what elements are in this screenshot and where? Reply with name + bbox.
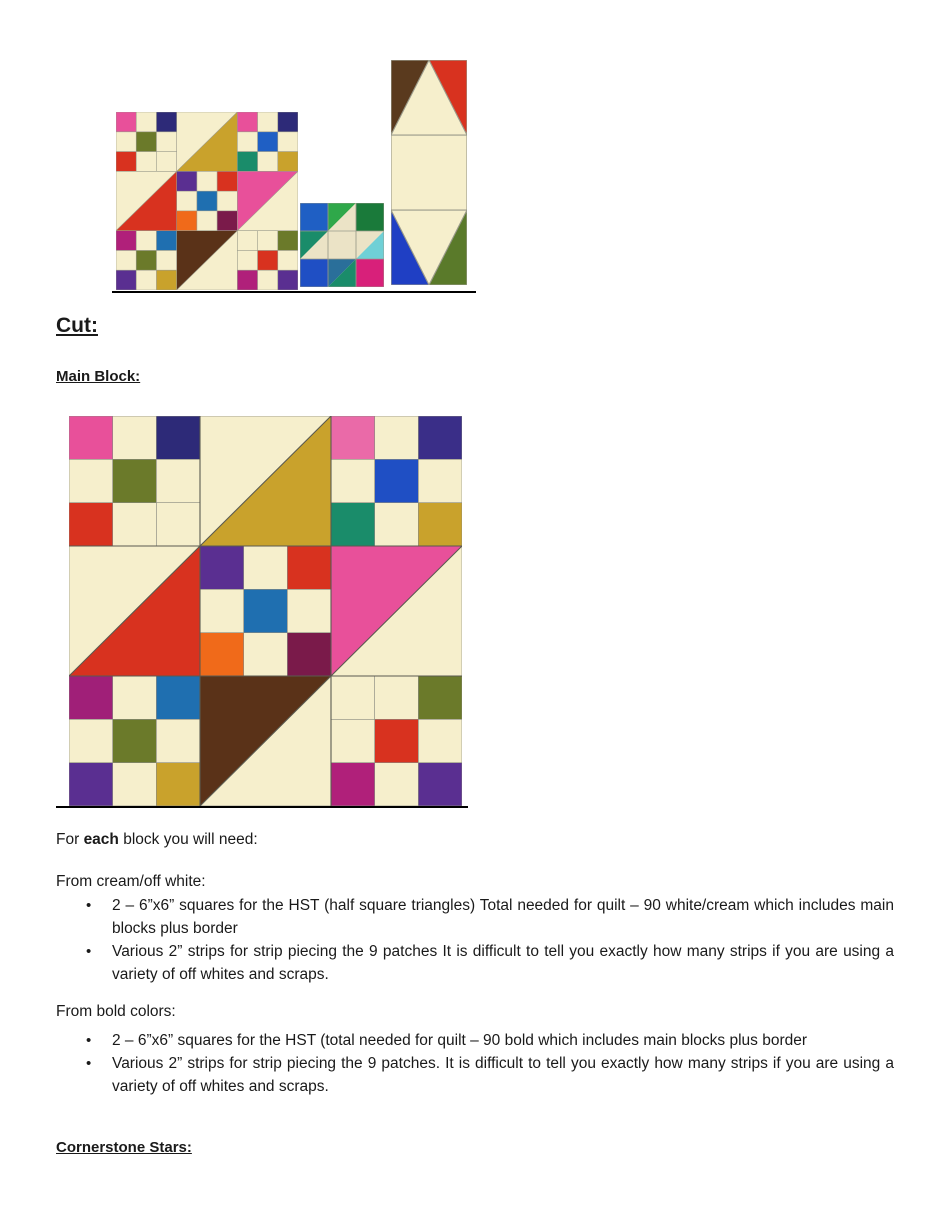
list-item: • Various 2” strips for strip piecing the 9 patches. It is difficult to tell you exactly how many strips if you are using a variety of off whites and scraps.	[56, 1052, 894, 1098]
bullet-icon: •	[86, 943, 92, 960]
cream-list	[56, 894, 894, 986]
bullet-icon: •	[86, 1032, 92, 1049]
illustration-underline	[112, 291, 476, 293]
bold-section-label: From bold colors:	[56, 1003, 176, 1020]
list-item: • 2 – 6”x6” squares for the HST (total needed for quilt – 90 bold which includes main blocks plus border	[56, 1029, 894, 1052]
cornerstone-stars-heading: Cornerstone Stars:	[56, 1139, 192, 1156]
bullet-icon: •	[86, 897, 92, 914]
border-unit-illustration	[391, 60, 467, 285]
list-item: • 2 – 6”x6” squares for the HST (half square triangles) Total needed for quilt – 90 white/cream which includes main blocks plus border	[56, 894, 894, 940]
intro-text: For each block you will need:	[56, 831, 258, 848]
thumbnail-block-illustration	[116, 112, 298, 290]
main-block-heading: Main Block:	[56, 368, 141, 385]
main-block-diagram	[69, 416, 462, 806]
cornerstone-star-illustration	[300, 203, 384, 287]
cut-heading: Cut:	[56, 314, 98, 337]
cream-section-label: From cream/off white:	[56, 873, 206, 890]
diagram-underline	[56, 806, 468, 808]
list-item: • Various 2” strips for strip piecing the 9 patches It is difficult to tell you exactly how many strips if you are using a variety of off whites and scraps.	[56, 940, 894, 986]
bullet-icon: •	[86, 1055, 92, 1072]
bold-list	[56, 1029, 894, 1098]
